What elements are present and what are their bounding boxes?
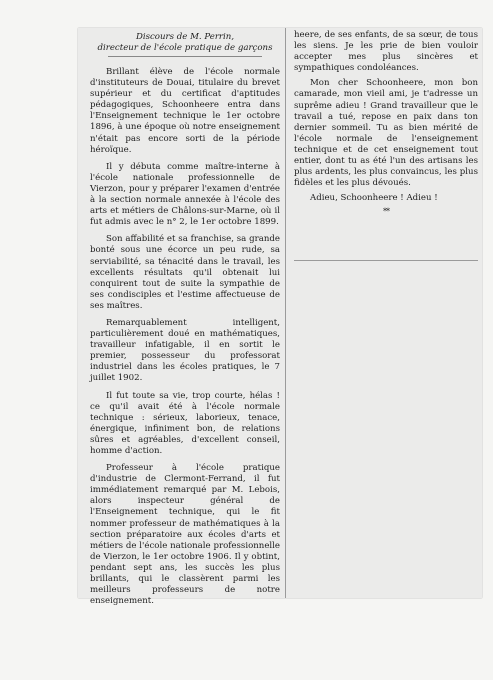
header-title: directeur de l'école pratique de garçons (97, 43, 273, 53)
right-column (294, 30, 478, 216)
right-column-end-rule (294, 260, 478, 261)
left-column (90, 28, 280, 613)
paragraph-8: Mon cher Schoonheere, mon bon camarade, mon vieil ami, je t'adresse un suprême adieu ! Grand travailleur que le travail a tué, repose en paix dans ton dernier sommeil. Tu as bien mérité de l'école normale de l'enseignement technique et de cet enseignement tout entier, dont tu as été l'un des artisans les plus ardents, les plus convaincus, les plus fidèles et les plus dévoués. (294, 78, 478, 189)
header-rule (108, 56, 262, 57)
paragraph-2: Il y débuta comme maître-interne à l'école nationale professionnelle de Vierzon, pour y préparer l'examen d'entrée à la section normale annexée à l'école des arts et métiers de Châlons-sur-Marne, où il fut admis avec le n° 2, le 1er octobre 1899. (90, 161, 280, 228)
paragraph-6: Professeur à l'école pratique d'industrie de Clermont-Ferrand, il fut immédiatement remarqué par M. Lebois, alors inspecteur général de l'Enseignement technique, qui le fit nommer professeur de mathématiques à la section préparatoire aux écoles d'arts et métiers de l'école nationale professionnelle de Vierzon, le 1er octobre 1906. Il y obtint, pendant sept ans, les succès les plus brillants, qui le classèrent parmi les meilleurs professeurs de notre enseignement. (90, 463, 280, 607)
header-speaker: Discours de M. Perrin, (135, 32, 235, 42)
paragraph-7: heere, de ses enfants, de sa sœur, de tous les siens. Je les prie de bien vouloir accepter mes plus sincères et sympathiques condoléances. (294, 30, 478, 74)
paragraph-5: Il fut toute sa vie, trop courte, hélas ! ce qu'il avait été à l'école normale technique : sérieux, laborieux, tenace, énergique, infiniment bon, de relations sûres et agréables, d'excellent conseil, homme d'action. (90, 390, 280, 456)
paragraph-1: Brillant élève de l'école normale d'instituteurs de Douai, titulaire du brevet supérieur et du certificat d'aptitudes pédagogiques, Schoonheere entra dans l'Enseignement technique le 1er octobre 1896, à une époque où notre enseignement n'était pas encore sorti de la période héroïque. (90, 67, 280, 155)
paragraph-9: Adieu, Schoonheere ! Adieu ! (310, 193, 438, 204)
column-divider (285, 28, 286, 598)
newspaper-clipping (78, 28, 482, 607)
paragraph-3: Son affabilité et sa franchise, sa grande bonté sous une écorce un peu rude, sa serviabilité, sa ténacité dans le travail, les excellents résultats qu'il obtenait lui conquirent tout de suite la sympathie de ses condisciples et l'estime affectueuse de ses maîtres. (90, 234, 280, 311)
paragraph-4: Remarquablement intelligent, particulièrement doué en mathématiques, travailleur infatigable, il en sortit le premier, possesseur du professorat industriel dans les écoles pratiques, le 7 juillet 1902. (90, 317, 280, 384)
speech-header (90, 32, 280, 54)
closing-ornament: ** (383, 207, 389, 217)
